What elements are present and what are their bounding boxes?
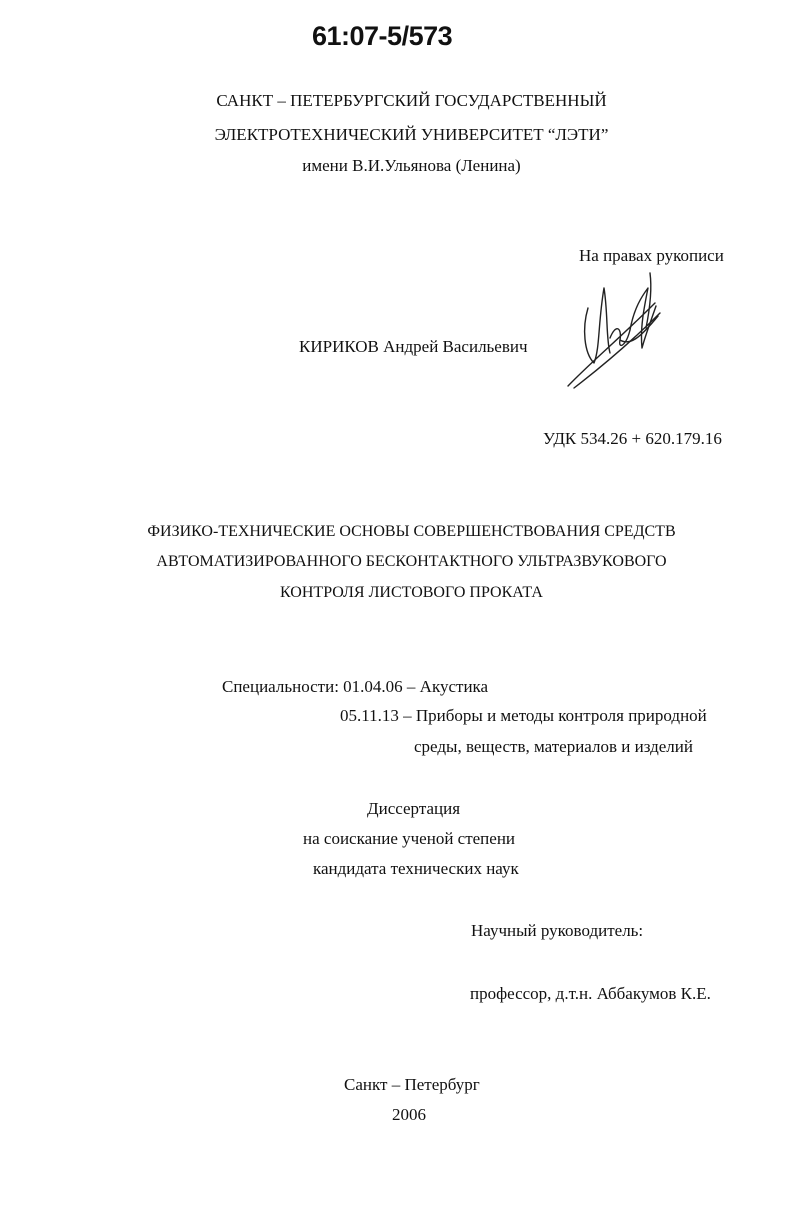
thesis-line-2: на соискание ученой степени [303,829,516,848]
university-line-1: САНКТ – ПЕТЕРБУРГСКИЙ ГОСУДАРСТВЕННЫЙ [216,91,607,110]
university-line-3: имени В.И.Ульянова (Ленина) [302,156,521,175]
thesis-line-1: Диссертация [367,799,461,818]
supervisor-name: профессор, д.т.н. Аббакумов К.Е. [470,984,711,1003]
title-line-1: ФИЗИКО-ТЕХНИЧЕСКИЕ ОСНОВЫ СОВЕРШЕНСТВОВАНИЯ СРЕДСТВ [147,523,676,540]
title-line-3: КОНТРОЛЯ ЛИСТОВОГО ПРОКАТА [280,584,543,601]
author-name: КИРИКОВ Андрей Васильевич [299,337,528,356]
title-line-2: АВТОМАТИЗИРОВАННОГО БЕСКОНТАКТНОГО УЛЬТРАЗВУКОВОГО [156,553,667,570]
specialty-line-1: Специальности: 01.04.06 – Акустика [222,677,489,696]
udc-code: УДК 534.26 + 620.179.16 [543,429,722,448]
thesis-line-3: кандидата технических наук [313,859,519,878]
signature [560,268,680,393]
footer-city: Санкт – Петербург [344,1075,480,1094]
specialty-line-3: среды, веществ, материалов и изделий [414,737,693,756]
university-line-2: ЭЛЕКТРОТЕХНИЧЕСКИЙ УНИВЕРСИТЕТ “ЛЭТИ” [214,125,609,144]
footer-year: 2006 [392,1105,426,1124]
archive-code: 61:07-5/573 [312,21,453,51]
rights-note: На правах рукописи [579,246,724,265]
specialty-line-2: 05.11.13 – Приборы и методы контроля природной [340,706,707,725]
supervisor-label: Научный руководитель: [471,921,644,940]
